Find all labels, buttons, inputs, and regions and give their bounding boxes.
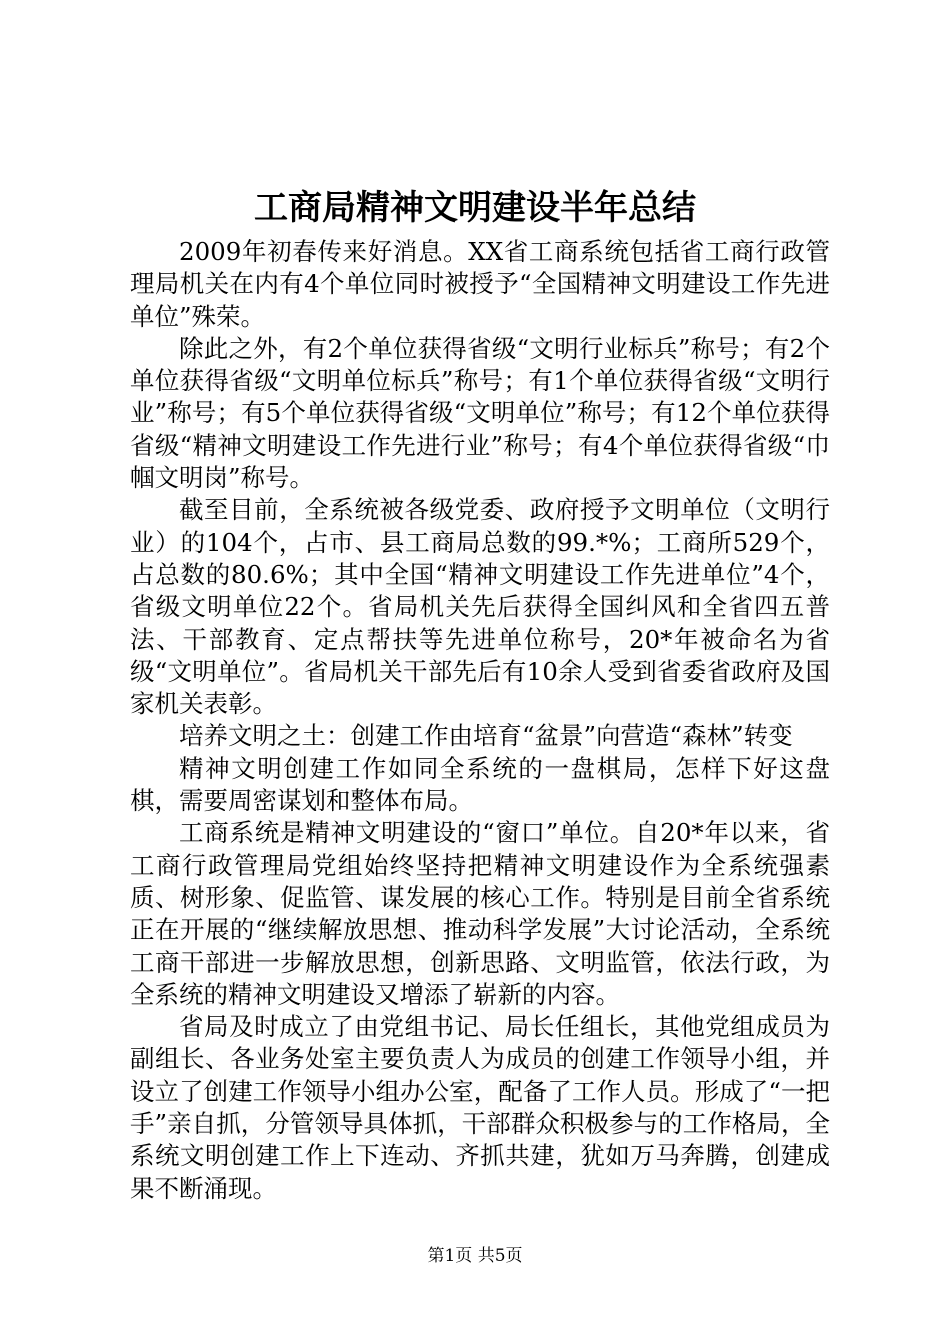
paragraph: 精神文明创建工作如同全系统的一盘棋局，怎样下好这盘棋，需要周密谋划和整体布局。 <box>130 753 830 816</box>
paragraph: 2009年初春传来好消息。XX省工商系统包括省工商行政管理局机关在内有4个单位同时被授予“全国精神文明建设工作先进单位”殊荣。 <box>130 237 830 331</box>
section-heading: 培养文明之土：创建工作由培育“盆景”向营造“森林”转变 <box>179 721 793 751</box>
paragraph: 截至目前，全系统被各级党委、政府授予文明单位（文明行业）的104个，占市、县工商局总数的99.*%；工商所529个，占总数的80.6%；其中全国“精神文明建设工作先进单位”4个，省级文明单位22个。省局机关先后获得全国纠风和全省四五普法、干部教育、定点帮扶等先进单位称号，20*年被命名为省级“文明单位”。省局机关干部先后有10余人受到省委省政府及国家机关表彰。 <box>130 495 830 719</box>
document-title: 工商局精神文明建设半年总结 <box>254 188 696 228</box>
paragraph: 省局及时成立了由党组书记、局长任组长，其他党组成员为副组长、各业务处室主要负责人为成员的创建工作领导小组，并设立了创建工作领导小组办公室，配备了工作人员。形成了“一把手”亲自抓，分管领导具体抓，干部群众积极参与的工作格局，全系统文明创建工作上下连动、齐抓共建，犹如万马奔腾，创建成果不断涌现。 <box>130 1012 830 1203</box>
paragraph: 工商系统是精神文明建设的“窗口”单位。自20*年以来，省工商行政管理局党组始终坚持把精神文明建设作为全系统强素质、树形象、促监管、谋发展的核心工作。特别是目前全省系统正在开展的“继续解放思想、推动科学发展”大讨论活动，全系统工商干部进一步解放思想，创新思路、文明监管，依法行政，为全系统的精神文明建设又增添了崭新的内容。 <box>130 818 830 1009</box>
page-number-footer: 第1页 共5页 <box>427 1246 523 1266</box>
paragraph: 除此之外，有2个单位获得省级“文明行业标兵”称号；有2个单位获得省级“文明单位标兵”称号；有1个单位获得省级“文明行业”称号；有5个单位获得省级“文明单位”称号；有12个单位获得省级“精神文明建设工作先进行业”称号；有4个单位获得省级“巾帼文明岗”称号。 <box>130 333 830 493</box>
document-body <box>130 236 830 1205</box>
